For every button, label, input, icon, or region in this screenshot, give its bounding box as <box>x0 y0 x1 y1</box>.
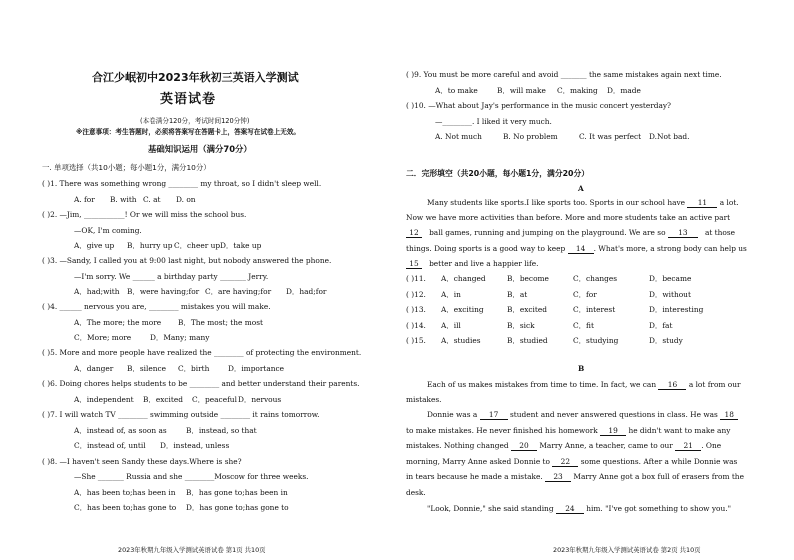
q5-option-d: D．importance <box>228 364 285 373</box>
right-page <box>397 0 794 560</box>
question-2: ( )2. —Jim, ___________! Or we will miss the school bus. <box>42 210 247 219</box>
q9-option-a: A．to make <box>435 86 478 95</box>
q1-option-d: D. on <box>176 195 196 204</box>
q8-option-c: C．has been to;has gone to <box>74 503 177 512</box>
q3-option-a: A．had;with <box>74 287 120 296</box>
q13-option-b: B．excited <box>507 305 547 314</box>
question-10-reply: —________. I liked it very much. <box>435 117 552 126</box>
question-9: ( )9. You must be more careful and avoid _______ the same mistakes again next time. <box>406 70 722 79</box>
q12-option-b: B．at <box>507 290 528 299</box>
passage-b-label: B <box>578 364 585 373</box>
blank-20[interactable]: 20 <box>511 442 537 451</box>
q12-option-c: C．for <box>573 290 597 299</box>
q14-number: ( )14. <box>406 321 426 330</box>
blank-21[interactable]: 21 <box>675 442 701 451</box>
passage-a-line-5: 15 better and live a happier life. <box>406 259 538 269</box>
q12-option-a: A．in <box>441 290 461 299</box>
passage-a-line-3: 12 ball games, running and jumping on the playground. We are so 13 at those <box>406 228 735 238</box>
passage-b-line-1: Each of us makes mistakes from time to time. In fact, we can 16 a lot from our <box>427 380 741 389</box>
q3-option-d: D．had;for <box>286 287 327 296</box>
q6-option-d: D．nervous <box>238 395 282 404</box>
q14-option-d: D．fat <box>649 321 673 330</box>
q10-option-d: D.Not bad. <box>649 132 690 141</box>
q9-option-b: B．will make <box>497 86 546 95</box>
passage-b-line-5: mistakes. Nothing changed 20 Marry Anne, a teacher, came to our 21 . One <box>406 441 722 450</box>
q11-number: ( )11. <box>406 274 426 283</box>
q13-option-a: A．exciting <box>441 305 484 314</box>
q3-option-c: C．are having;for <box>205 287 272 296</box>
q1-option-c: C. at <box>143 195 161 204</box>
passage-a-line-4: things. Doing sports is a good way to keep 14 . What's more, a strong body can help us <box>406 244 747 253</box>
q10-option-c: C. It was perfect <box>579 132 642 141</box>
question-10: ( )10. —What about Jay's performance in the music concert yesterday? <box>406 101 672 110</box>
q2-option-a: A．give up <box>74 241 115 250</box>
question-3-reply: —I'm sorry. We ______ a birthday party _______ Jerry. <box>74 272 269 281</box>
q12-option-d: D．without <box>649 290 691 299</box>
question-4: ( )4. ______ nervous you are, ________ mistakes you will make. <box>42 302 271 311</box>
q8-option-d: D．has gone to;has gone to <box>186 503 289 512</box>
q7-option-b: B．instead, so that <box>186 426 257 435</box>
blank-19[interactable]: 19 <box>600 427 626 436</box>
passage-b-line-8: desk. <box>406 488 426 497</box>
q4-option-d: D．Many; many <box>150 333 210 342</box>
question-1: ( )1. There was something wrong ________ my throat, so I didn't sleep well. <box>42 179 322 188</box>
q14-option-b: B．sick <box>507 321 535 330</box>
q10-option-a: A. Not much <box>435 132 482 141</box>
blank-12[interactable]: 12 <box>406 229 422 238</box>
blank-15[interactable]: 15 <box>406 260 422 269</box>
blank-14[interactable]: 14 <box>568 245 594 254</box>
part1-header: 一. 单项选择（共10小题；每小题1分，满分10分） <box>42 163 211 172</box>
blank-16[interactable]: 16 <box>658 381 686 390</box>
q1-option-b: B. with <box>110 195 137 204</box>
q7-option-d: D．instead, unless <box>160 441 230 450</box>
q4-option-b: B．The most; the most <box>178 318 263 327</box>
q1-option-a: A. for <box>74 195 95 204</box>
question-5: ( )5. More and more people have realized the ________ of protecting the environment. <box>42 348 362 357</box>
q9-option-c: C．making <box>557 86 598 95</box>
passage-b-line-9: "Look, Donnie," she said standing 24 him. "I've got something to show you." <box>427 504 731 513</box>
blank-18[interactable]: 18 <box>720 411 738 420</box>
exam-title: 合江少岷初中2023年秋初三英语入学测试 <box>92 71 299 84</box>
q8-option-a: A．has been to;has been in <box>74 488 176 497</box>
q5-option-b: B．silence <box>127 364 166 373</box>
q7-option-a: A．instead of, as soon as <box>74 426 167 435</box>
question-8: ( )8. —I haven't seen Sandy these days.Where is she? <box>42 457 242 466</box>
q6-option-c: C．peaceful <box>192 395 237 404</box>
q15-number: ( )15. <box>406 336 426 345</box>
q11-option-a: A．changed <box>441 274 486 283</box>
passage-a-label: A <box>578 184 584 193</box>
q5-option-c: C．birth <box>178 364 210 373</box>
q11-option-c: C．changes <box>573 274 618 283</box>
q14-option-a: A．ill <box>441 321 461 330</box>
q4-option-a: A．The more; the more <box>74 318 162 327</box>
exam-subtitle: 英语试卷 <box>160 92 217 107</box>
passage-a-line-2: Now we have more activities than before. More and more students take an active part <box>406 213 731 222</box>
blank-11[interactable]: 11 <box>687 199 717 208</box>
q15-option-d: D．study <box>649 336 683 345</box>
q11-option-d: D．became <box>649 274 692 283</box>
question-8-reply: —She _______ Russia and she ________Moscow for three weeks. <box>74 472 309 481</box>
q13-option-c: C．interest <box>573 305 616 314</box>
q2-option-d: D．take up <box>220 241 262 250</box>
q8-option-b: B．has gone to;has been in <box>186 488 288 497</box>
q6-option-b: B．excited <box>143 395 183 404</box>
q15-option-b: B．studied <box>507 336 548 345</box>
q15-option-a: A．studies <box>441 336 481 345</box>
blank-22[interactable]: 22 <box>552 458 578 467</box>
question-3: ( )3. —Sandy, I called you at 9:00 last night, but nobody answered the phone. <box>42 256 332 265</box>
q4-option-c: C．More; more <box>74 333 132 342</box>
right-footer: 2023年秋期九年级入学测试英语试卷 第2页 共10页 <box>553 546 701 554</box>
blank-23[interactable]: 23 <box>545 473 571 482</box>
passage-a-line-1: Many students like sports.I like sports too. Sports in our school have 11 a lot. <box>427 198 739 207</box>
q13-option-d: D．interesting <box>649 305 704 314</box>
section-title: 基础知识运用（满分70分） <box>148 144 252 154</box>
q11-option-b: B．become <box>507 274 549 283</box>
question-2-reply: —OK, I'm coming. <box>74 226 142 235</box>
q6-option-a: A．independent <box>74 395 134 404</box>
passage-b-line-6: morning, Marry Anne asked Donnie to 22 some questions. After a while Donnie was <box>406 457 738 466</box>
exam-info: (本卷满分120分，考试时间120分钟) <box>140 117 250 125</box>
blank-24[interactable]: 24 <box>556 505 584 514</box>
part2-header: 二．完形填空（共20小题，每小题1分，满分20分） <box>406 169 590 178</box>
q2-option-b: B．hurry up <box>127 241 173 250</box>
q14-option-c: C．fit <box>573 321 594 330</box>
passage-b-line-2: mistakes. <box>406 395 442 404</box>
q15-option-c: C．studying <box>573 336 619 345</box>
q10-option-b: B. No problem <box>503 132 558 141</box>
passage-b-line-7: in tears because he made a mistake. 23 Marry Anne got a box full of erasers from the <box>406 472 744 481</box>
blank-17[interactable]: 17 <box>480 411 508 420</box>
exam-notice: ※注意事项：考生答题时，必须将答案写在答题卡上，答案写在试卷上无效。 <box>76 128 301 136</box>
q13-number: ( )13. <box>406 305 426 314</box>
passage-b-line-3: Donnie was a 17 student and never answered questions in class. He was 18 <box>427 410 738 420</box>
blank-13[interactable]: 13 <box>668 229 698 238</box>
q3-option-b: B．were having;for <box>127 287 200 296</box>
q12-number: ( )12. <box>406 290 426 299</box>
q7-option-c: C．instead of, until <box>74 441 146 450</box>
left-footer: 2023年秋期九年级入学测试英语试卷 第1页 共10页 <box>118 546 266 554</box>
question-7: ( )7. I will watch TV ________ swimming outside ________ it rains tomorrow. <box>42 410 320 419</box>
q5-option-a: A．danger <box>74 364 114 373</box>
q2-option-c: C．cheer up <box>174 241 221 250</box>
q9-option-d: D．made <box>607 86 641 95</box>
passage-b-line-4: to make mistakes. He never finished his homework 19 he didn't want to make any <box>406 426 731 435</box>
question-6: ( )6. Doing chores helps students to be ________ and better understand their parents. <box>42 379 360 388</box>
